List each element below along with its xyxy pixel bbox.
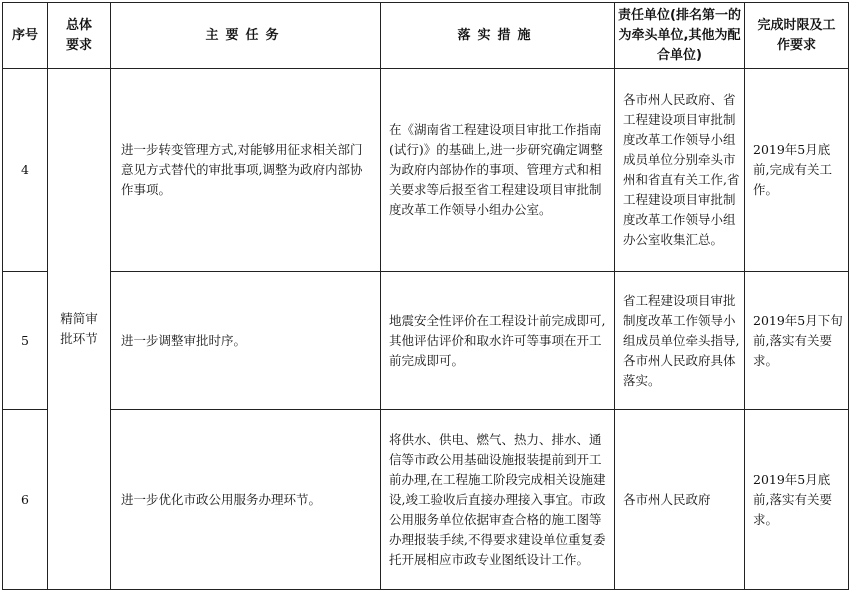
row-seq: 5: [3, 272, 48, 410]
row-unit: 省工程建设项目审批制度改革工作领导小组成员单位牵头指导,各市州人民政府具体落实。: [615, 272, 745, 410]
row-task: 进一步转变管理方式,对能够用征求相关部门意见方式替代的审批事项,调整为政府内部协作事项。: [111, 69, 381, 272]
row-task: 进一步调整审批时序。: [111, 272, 381, 410]
header-overall: 总体要求: [48, 3, 111, 69]
row-unit: 各市州人民政府、省工程建设项目审批制度改革工作领导小组成员单位分别牵头市州和省直有关工作,省工程建设项目审批制度改革工作领导小组办公室收集汇总。: [615, 69, 745, 272]
row-measure: 将供水、供电、燃气、热力、排水、通信等市政公用基础设施报装提前到开工前办理,在工程施工阶段完成相关设施建设,竣工验收后直接办理接入事宜。市政公用服务单位依据审查合格的施工图等办理报装手续,不得要求建设单位重复委托开展相应市政专业图纸设计工作。: [381, 410, 615, 590]
header-task: 主要任务: [111, 3, 381, 69]
row-task: 进一步优化市政公用服务办理环节。: [111, 410, 381, 590]
overall-requirement: 精简审批环节: [48, 69, 111, 590]
row-unit: 各市州人民政府: [615, 410, 745, 590]
row-measure: 在《湖南省工程建设项目审批工作指南(试行)》的基础上,进一步研究确定调整为政府内部协作的事项、管理方式和相关要求等后报至省工程建设项目审批制度改革工作领导小组办公室。: [381, 69, 615, 272]
header-unit: 责任单位(排名第一的为牵头单位,其他为配合单位): [615, 3, 745, 69]
row-deadline: 2019年5月底前,完成有关工作。: [745, 69, 849, 272]
header-row: [3, 3, 849, 69]
header-measure: 落实措施: [381, 3, 615, 69]
table-row: [3, 272, 849, 410]
task-table: [2, 2, 849, 590]
row-deadline: 2019年5月底前,落实有关要求。: [745, 410, 849, 590]
row-seq: 6: [3, 410, 48, 590]
row-seq: 4: [3, 69, 48, 272]
row-deadline: 2019年5月下旬前,落实有关要求。: [745, 272, 849, 410]
row-measure: 地震安全性评价在工程设计前完成即可,其他评估评价和取水许可等事项在开工前完成即可。: [381, 272, 615, 410]
header-deadline: 完成时限及工作要求: [745, 3, 849, 69]
table-row: [3, 69, 849, 272]
header-seq: 序号: [3, 3, 48, 69]
table-row: [3, 410, 849, 590]
